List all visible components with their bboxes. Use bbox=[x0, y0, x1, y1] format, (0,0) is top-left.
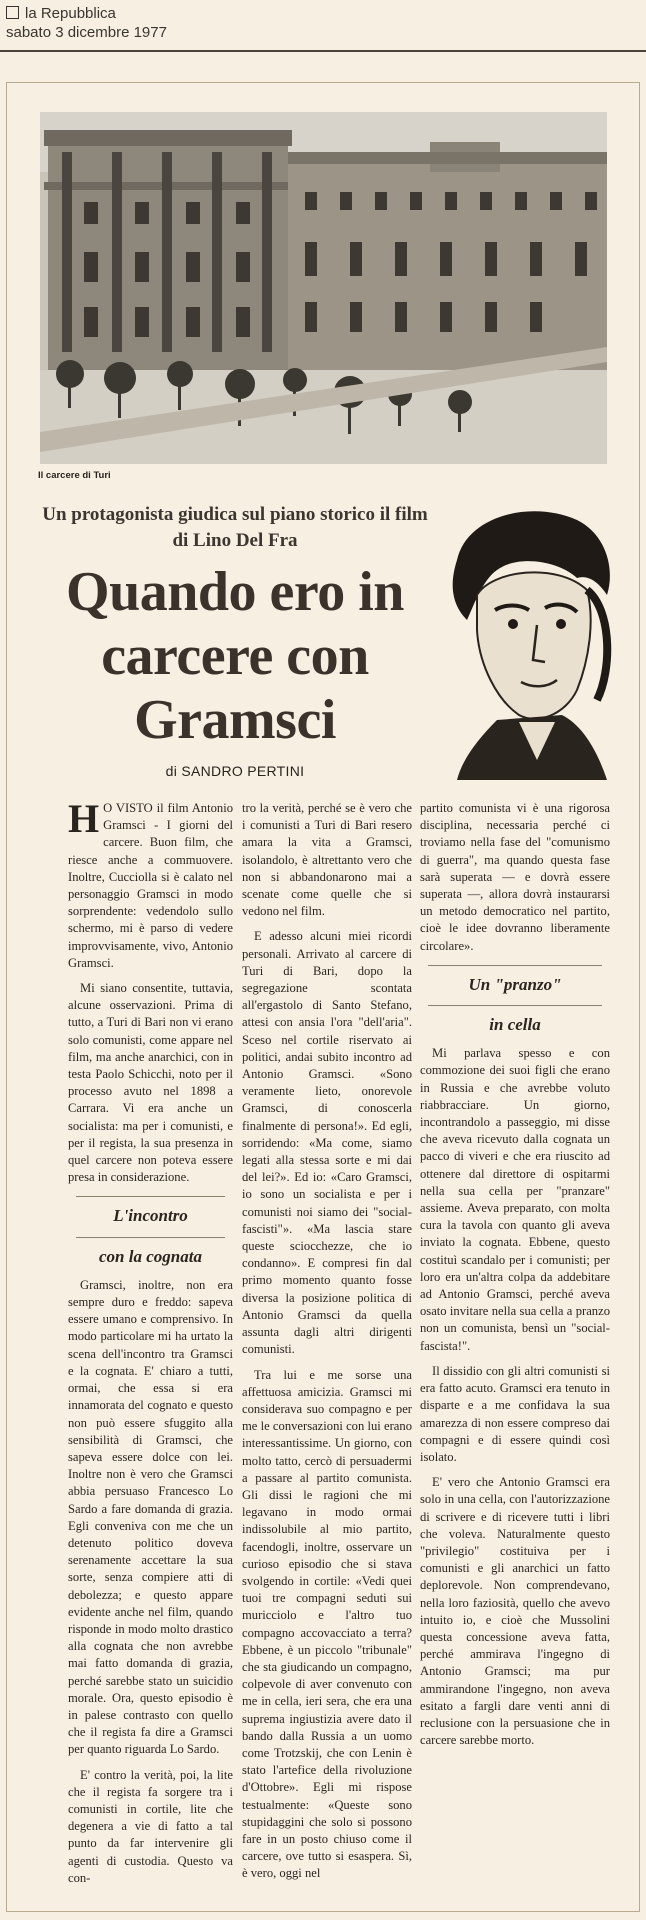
article-kicker: Un protagonista giudica sul piano storico il film di Lino Del Fra bbox=[42, 504, 428, 551]
paragraph: Mi parlava spesso e con commozione dei suoi figli che erano in Russia e che avrebbe voluto riabbracciare. Un giorno, incontrandolo a passeggio, mi disse che aveva ricevuto dalla cognata un pacco di viveri e che era riuscito ad ottenere dal direttore di ospitarmi nella sua cella per "pranzare" assieme. Aveva preparato, con molta cura la tavola con quanto gli aveva inviato la cognata. Ebbene, questo costituì scandalo per i comunisti; per loro era un'altra colpa da addebitare ad Antonio Gramsci, perché aveva osato invitare nella sua cella a pranzo non un comunista, bensì un "social-fascista!". bbox=[420, 1046, 610, 1353]
newspaper-name: la Repubblica bbox=[6, 4, 167, 23]
article-byline: di SANDRO PERTINI bbox=[165, 763, 305, 779]
paragraph: E' vero che Antonio Gramsci era solo in una cella, con l'autorizzazione di scrivere e di ricevere tutti i libri che voleva. Naturalmente questo "privilegio" costituiva per i comunisti e gli anarchici un fatto deplorevole. Non comprendevano, nella loro faziosità, quello che avevo intuito io, e cioè che Mussolini questa concessione aveva fatta, perché ammirava l'ingegno di Antonio Gramsci; ma pur ammirandone l'ingegno, non aveva esitato a fargli dare venti anni di reclusione con la persuasione che in carcere sarebbe morto. bbox=[420, 1475, 610, 1748]
masthead bbox=[6, 4, 167, 42]
drop-cap: H bbox=[68, 796, 100, 841]
divider bbox=[428, 1005, 602, 1006]
article-column-1 bbox=[68, 796, 233, 1895]
portrait-drawing bbox=[437, 500, 615, 780]
paragraph: H O VISTO il film Antonio Gramsci - I giorni del carcere. Buon film, che riesce anche a commuovere. Inoltre, Cucciolla si è calato nel personaggio Gramsci in modo sorprendente: vedendolo sullo schermo, mi è parso di vedere improvvisamente, vivo, Antonio Gramsci. bbox=[68, 796, 233, 970]
checkbox-icon bbox=[6, 6, 19, 19]
paragraph: Il dissidio con gli altri comunisti si era fatto acuto. Gramsci era tenuto in disparte e a me confidava la sua amarezza di non essere compreso dai compagni e di essere quindi così isolato. bbox=[420, 1363, 610, 1464]
paragraph: Gramsci, inoltre, non era sempre duro e freddo: sapeva essere umano e comprensivo. In modo particolare mi ha urtato la scena dell'incontro tra Gramsci e la cognata. E' chiaro a tutti, ormai, che essa si era innamorata del cognato e questo non può essere sfuggito alla sensibilità di Gramsci, che sapeva essere dolce con lei. Inoltre non è vero che Gramsci abbia persuaso Francesco Lo Sardo a fare domanda di grazia. Egli conveniva con me che un detenuto politico doveva serenamente accettare la sua sorte, senza compiere atti di debolezza; e questo appare evidente anche nel film, quando risponde in modo molto drastico alla cognata che non avrebbe mai fatto domanda di grazia, perché sarebbe stato un suicidio morale. Ora, questo episodio è in palese contrasto con quello che il regista fa dire a Gramsci per quanto riguarda Lo Sardo. bbox=[68, 1277, 233, 1757]
photo-caption: Il carcere di Turi bbox=[38, 470, 111, 481]
subheading: con la cognata bbox=[99, 1246, 202, 1266]
divider bbox=[76, 1196, 225, 1197]
paragraph: Mi siano consentite, tuttavia, alcune osservazioni. Prima di tutto, a Turi di Bari non vi erano solo comunisti, come appare nel film, ma anche anarchici, con in testa Paolo Schicchi, noto per il processo avuto nel 1898 a Carrara. Vi era anche un socialista: ma per i comunisti, e per il regista, la sua presenza in quel carcere non poteva essere presa in considerazione. bbox=[68, 981, 233, 1185]
issue-date: sabato 3 dicembre 1977 bbox=[6, 24, 167, 41]
prison-building-illustration bbox=[40, 112, 607, 464]
subheading: L'incontro bbox=[113, 1206, 188, 1226]
article-column-3 bbox=[420, 800, 610, 1757]
paragraph: E' contro la verità, poi, la lite che il regista fa sorgere tra i comunisti in cortile, lite che degenera a vie di fatto a tal punto da far intervenire gli agenti di custodia. Questo va con- bbox=[68, 1767, 233, 1885]
paragraph: Tra lui e me sorse una affettuosa amicizia. Gramsci mi considerava suo compagno e per me le conversazioni con lui erano interessantissime. Un giorno, con molto tatto, cercò di persuadermi a passare al partito comunista. Gli dissi le ragioni che mi legavano in modo ormai indissolubile al mio partito, facendogli, inoltre, osservare un curioso episodio che si stava svolgendo in cortile: «Vedi quei tuoi tre compagni seduti sui muricciolo e l'altro tuo compagno accovacciato a terra? Ebbene, è un piccolo "tribunale" che sta giudicando un compagno, colpevole di aver convenuto con me in cella, ieri sera, che era una suprema ingiustizia avere dato il bando dalla Russia a un uomo come Trotzskij, che con Lenin è stato l'artefice della rivoluzione d'Ottobre». Egli mi rispose testualmente: «Queste sono stupidaggini che solo si possono fare in un posto chiuso come il carcere, ove tutto si esaspera. Sì, è vero, oggi nel bbox=[242, 1367, 412, 1881]
subheading: in cella bbox=[489, 1015, 541, 1035]
subheading: Un "pranzo" bbox=[468, 974, 562, 994]
paragraph: tro la verità, perché se è vero che i comunisti a Turi di Bari resero amara la vita a Gramsci, isolandolo, è altrettanto vero che non si abbandonarono mai a scenate come quelle che si vedono nel film. bbox=[242, 801, 412, 919]
article-headline: Quando ero in carcere con Gramsci bbox=[66, 561, 404, 751]
paragraph: E adesso alcuni miei ricordi personali. Arrivato al carcere di Turi di Bari, dopo la segregazione scontata all'ergastolo di Santo Stefano, attesi con ansia l'ora "dell'aria". Sceso nel cortile riservato ai politici, andai subito incontro ad Antonio Gramsci. «Sono veramente lieto, onorevole Gramsci, di conoscerla finalmente di persona!». Ed egli, sorridendo: «Ma come, siamo legati alla stessa sorte e mi dai del lei?». Ed io: «Caro Gramsci, io sono un socialista e per i comunisti noi siamo dei "social-fascisti"». «Ma lascia stare queste sciocchezze, che io condanno». E compresi fin dal primo momento quanto fosse diversa la posizione politica di Antonio Gramsci da quella assunta dagli altri dirigenti comunisti. bbox=[242, 929, 412, 1357]
prison-photo bbox=[40, 112, 607, 464]
article-column-2 bbox=[242, 800, 412, 1891]
gramsci-portrait bbox=[437, 500, 615, 780]
divider bbox=[428, 965, 602, 966]
paragraph: partito comunista vi è una rigorosa disciplina, necessaria perché ci troviamo nella fase del "comunismo di guerra", ma quando questa fase sarà superata — e dovrà essere superata —, allora dovrà instaurarsi un metodo democratico nel partito, cioè le idee dovranno liberamente circolare». bbox=[420, 801, 610, 953]
divider bbox=[76, 1237, 225, 1238]
top-rule bbox=[0, 50, 646, 52]
